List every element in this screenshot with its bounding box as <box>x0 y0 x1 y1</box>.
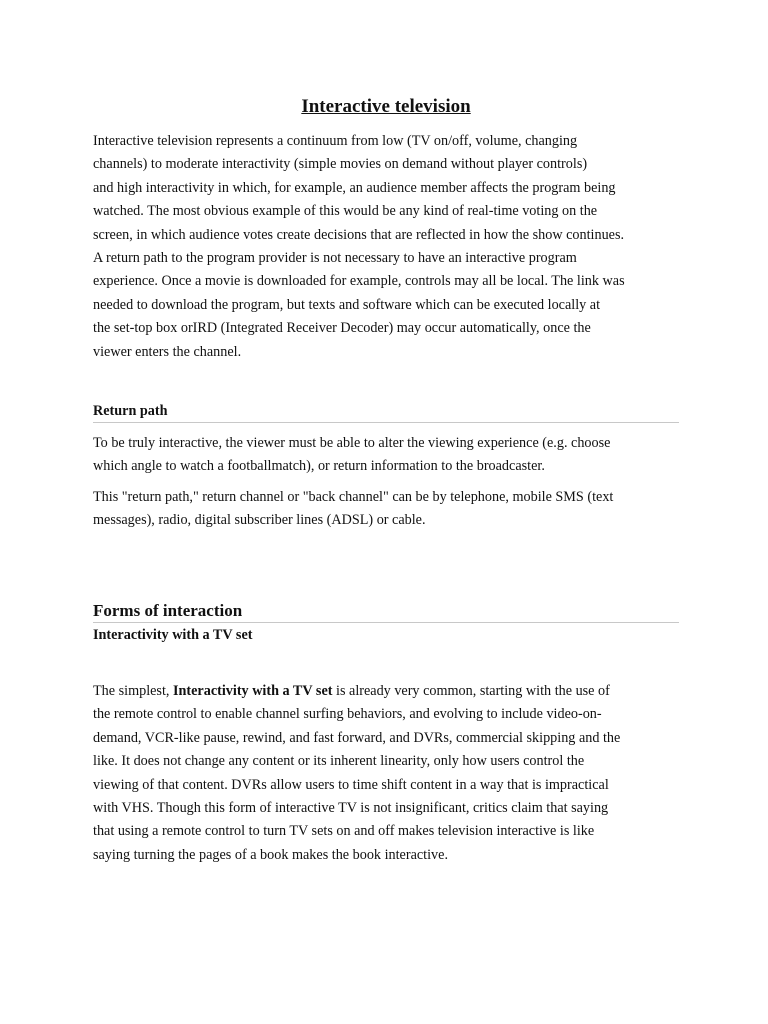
intro-paragraph <box>93 130 679 364</box>
text-line <box>93 680 679 703</box>
text-run: is already very common, starting with the use of <box>332 683 610 699</box>
return-path-paragraph-1 <box>93 432 679 479</box>
text-line: This "return path," return channel or "back channel" can be by telephone, mobile SMS (text <box>93 489 614 505</box>
tv-set-subheading: Interactivity with a TV set <box>93 627 253 643</box>
text-line: with VHS. Though this form of interactive TV is not insignificant, critics claim that saying <box>93 800 609 817</box>
text-line: that using a remote control to turn TV sets on and off makes television interactive is like <box>93 823 595 840</box>
text-line: A return path to the program provider is not necessary to have an interactive program <box>93 250 577 267</box>
text-line: Interactive television represents a continuum from low (TV on/off, volume, changing <box>93 133 578 149</box>
text-run: The simplest, <box>93 683 173 699</box>
forms-of-interaction-heading: Forms of interaction <box>93 601 679 623</box>
text-line: watched. The most obvious example of this would be any kind of real-time voting on the <box>93 203 598 220</box>
text-line: viewer enters the channel. <box>93 343 242 360</box>
text-line: which angle to watch a footballmatch), or return information to the broadcaster. <box>93 458 545 475</box>
text-line: needed to download the program, but texts and software which can be executed locally at <box>93 296 601 313</box>
text-line: like. It does not change any content or its inherent linearity, only how users control the <box>93 753 585 770</box>
tv-set-paragraph <box>93 680 679 867</box>
text-line: viewing of that content. DVRs allow users to time shift content in a way that is impractical <box>93 776 609 793</box>
return-path-heading: Return path <box>93 403 679 423</box>
text-line: the remote control to enable channel surfing behaviors, and evolving to include video-on- <box>93 706 602 723</box>
text-line: channels) to moderate interactivity (simple movies on demand without player controls) <box>93 156 588 173</box>
document-title: Interactive television <box>301 96 471 117</box>
text-line: saying turning the pages of a book makes the book interactive. <box>93 846 448 863</box>
text-line: the set-top box orIRD (Integrated Receiver Decoder) may occur automatically, once the <box>93 320 591 337</box>
text-line: messages), radio, digital subscriber lines (ADSL) or cable. <box>93 512 426 529</box>
return-path-paragraph-2 <box>93 486 679 533</box>
text-line: demand, VCR-like pause, rewind, and fast forward, and DVRs, commercial skipping and the <box>93 729 621 746</box>
bold-term: Interactivity with a TV set <box>173 683 333 699</box>
text-line: and high interactivity in which, for example, an audience member affects the program being <box>93 179 616 196</box>
text-line: experience. Once a movie is downloaded for example, controls may all be local. The link was <box>93 273 625 290</box>
text-line: To be truly interactive, the viewer must be able to alter the viewing experience (e.g. choose <box>93 435 611 451</box>
text-line: screen, in which audience votes create decisions that are reflected in how the show continues. <box>93 226 625 243</box>
